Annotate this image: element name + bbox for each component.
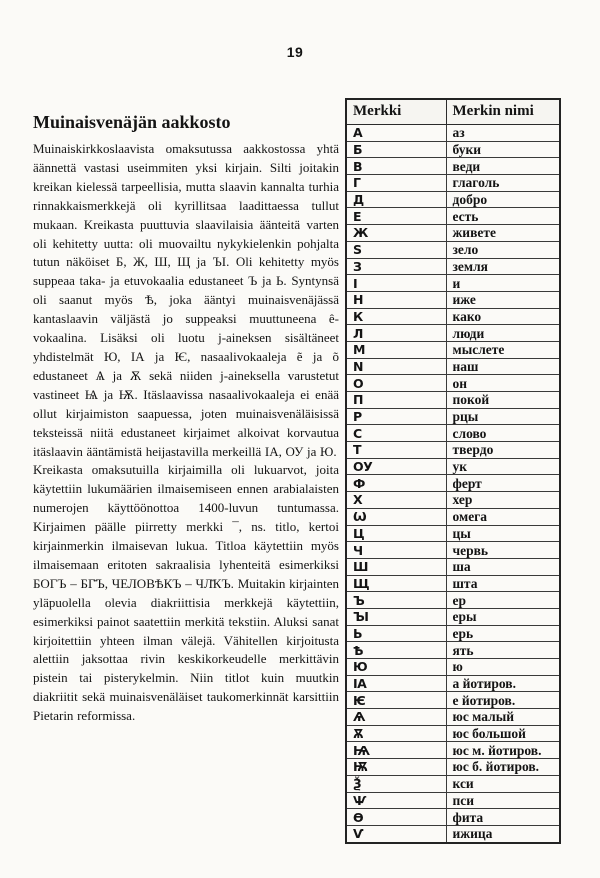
letter-glyph: Т bbox=[346, 442, 446, 459]
letter-glyph: В bbox=[346, 158, 446, 175]
letter-row bbox=[346, 725, 560, 742]
letter-glyph: Ш bbox=[346, 558, 446, 575]
letter-glyph: Ѭ bbox=[346, 759, 446, 776]
letter-name: мыслете bbox=[446, 341, 560, 358]
letter-row bbox=[346, 258, 560, 275]
article-title: Muinaisvenäjän aakkosto bbox=[33, 112, 231, 132]
letter-row bbox=[346, 175, 560, 192]
letter-row bbox=[346, 759, 560, 776]
letter-row bbox=[346, 558, 560, 575]
table-header-row bbox=[346, 99, 560, 125]
letter-name: хер bbox=[446, 492, 560, 509]
letter-row bbox=[346, 492, 560, 509]
letter-name: слово bbox=[446, 425, 560, 442]
letter-glyph: Ѕ bbox=[346, 241, 446, 258]
letter-glyph: Ѫ bbox=[346, 725, 446, 742]
alphabet-table-grid bbox=[345, 98, 561, 844]
letter-row bbox=[346, 341, 560, 358]
letter-glyph: С bbox=[346, 425, 446, 442]
letter-glyph: Ѳ bbox=[346, 809, 446, 826]
letter-row bbox=[346, 508, 560, 525]
letter-name: ер bbox=[446, 592, 560, 609]
letter-name: наш bbox=[446, 358, 560, 375]
letter-row bbox=[346, 125, 560, 142]
letter-name: веди bbox=[446, 158, 560, 175]
letter-row bbox=[346, 825, 560, 842]
article-column bbox=[33, 112, 339, 726]
letter-name: кси bbox=[446, 775, 560, 792]
letter-glyph: О bbox=[346, 375, 446, 392]
letter-glyph: Р bbox=[346, 408, 446, 425]
letter-glyph: Ц bbox=[346, 525, 446, 542]
column-header-merkki: Merkki bbox=[346, 99, 446, 125]
letter-glyph: Ѥ bbox=[346, 692, 446, 709]
letter-glyph: Ѩ bbox=[346, 742, 446, 759]
column-header-merkin-nimi: Merkin nimi bbox=[446, 99, 560, 125]
letter-glyph: Ѣ bbox=[346, 642, 446, 659]
letter-name: твердо bbox=[446, 442, 560, 459]
letter-row bbox=[346, 375, 560, 392]
letter-glyph: Л bbox=[346, 325, 446, 342]
letter-row bbox=[346, 458, 560, 475]
letter-glyph: Ъ bbox=[346, 592, 446, 609]
letter-name: юс малый bbox=[446, 709, 560, 726]
letter-row bbox=[346, 225, 560, 242]
letter-row bbox=[346, 475, 560, 492]
letter-row bbox=[346, 675, 560, 692]
letter-name: он bbox=[446, 375, 560, 392]
letter-name: есть bbox=[446, 208, 560, 225]
letter-name: ук bbox=[446, 458, 560, 475]
letter-row bbox=[346, 575, 560, 592]
letter-glyph: ІА bbox=[346, 675, 446, 692]
article-body bbox=[33, 140, 339, 726]
letter-name: ферт bbox=[446, 475, 560, 492]
letter-name: добро bbox=[446, 191, 560, 208]
letter-name: ижица bbox=[446, 825, 560, 842]
letter-name: еры bbox=[446, 608, 560, 625]
letter-glyph: А bbox=[346, 125, 446, 142]
letter-glyph: N bbox=[346, 358, 446, 375]
letter-glyph: Б bbox=[346, 141, 446, 158]
letter-row bbox=[346, 442, 560, 459]
letter-glyph: Н bbox=[346, 291, 446, 308]
letter-row bbox=[346, 241, 560, 258]
page-number: 19 bbox=[286, 44, 304, 60]
letter-name: е йотиров. bbox=[446, 692, 560, 709]
letter-name: ша bbox=[446, 558, 560, 575]
letter-glyph: Х bbox=[346, 492, 446, 509]
letter-row bbox=[346, 158, 560, 175]
letter-name: и bbox=[446, 275, 560, 292]
alphabet-table bbox=[345, 98, 559, 844]
letter-glyph: Ж bbox=[346, 225, 446, 242]
letter-row bbox=[346, 291, 560, 308]
letter-name: люди bbox=[446, 325, 560, 342]
letter-name: покой bbox=[446, 392, 560, 409]
letter-row bbox=[346, 692, 560, 709]
letter-row bbox=[346, 775, 560, 792]
letter-row bbox=[346, 325, 560, 342]
letter-name: шта bbox=[446, 575, 560, 592]
letter-row bbox=[346, 742, 560, 759]
letter-row bbox=[346, 141, 560, 158]
letter-row bbox=[346, 592, 560, 609]
letter-glyph: Д bbox=[346, 191, 446, 208]
letter-name: юс м. йотиров. bbox=[446, 742, 560, 759]
letter-glyph: Ф bbox=[346, 475, 446, 492]
letter-glyph: Щ bbox=[346, 575, 446, 592]
letter-row bbox=[346, 392, 560, 409]
letter-name: буки bbox=[446, 141, 560, 158]
article-paragraph: Kreikasta omaksutuilla kirjaimilla oli lukuarvot, joita käytettiin lukumäärien ilmaisemiseen ennen arabialaisten numerojen käyttöönottoa 1400-luvun tuntumassa. Kirjaimen päälle piirretty merkki ¯, ns. titlo, kertoi kirjainmerkin ilmaisevan lukua. Titloa käytettiin myös ilmaisemaan eritoten sakraalisia lyhenteitä esimerkiksi БОГЪ – БГ̄Ъ, ЧЕЛОВѢКЪ – ЧЛ̄КЪ. Muitakin kirjainten yläpuolella olevia diakriittisia merkkejä käytettiin, esimerkiksi painot saatettiin merkitä tekstiin. Aluksi sanat kirjoitettiin yhteen ilman välejä. Vähitellen kirjoitusta alettiin jaksottaa rivin keskikorkeudelle merkittävin pistein tai pisterykelmin. Niin titlot kuin muutkin diakriitit sekä muinaisvenäläiset taukomerkinnät karsittiin Pietarin reformissa. bbox=[33, 462, 339, 724]
letter-row bbox=[346, 642, 560, 659]
letter-name: зело bbox=[446, 241, 560, 258]
letter-row bbox=[346, 608, 560, 625]
letter-row bbox=[346, 809, 560, 826]
letter-glyph: Ѧ bbox=[346, 709, 446, 726]
letter-glyph: К bbox=[346, 308, 446, 325]
letter-row bbox=[346, 525, 560, 542]
letter-name: червь bbox=[446, 542, 560, 559]
letter-name: рцы bbox=[446, 408, 560, 425]
letter-glyph: З bbox=[346, 258, 446, 275]
letter-glyph: Ѡ bbox=[346, 508, 446, 525]
letter-name: юс б. йотиров. bbox=[446, 759, 560, 776]
letter-name: аз bbox=[446, 125, 560, 142]
letter-glyph: Ч bbox=[346, 542, 446, 559]
letter-glyph: ОУ bbox=[346, 458, 446, 475]
letter-name: ерь bbox=[446, 625, 560, 642]
letter-glyph: Е bbox=[346, 208, 446, 225]
letter-name: пси bbox=[446, 792, 560, 809]
letter-glyph: Ѯ bbox=[346, 775, 446, 792]
letter-row bbox=[346, 208, 560, 225]
letter-name: иже bbox=[446, 291, 560, 308]
letter-glyph: ЪІ bbox=[346, 608, 446, 625]
letter-name: ю bbox=[446, 659, 560, 676]
letter-row bbox=[346, 425, 560, 442]
letter-name: живете bbox=[446, 225, 560, 242]
letter-glyph: І bbox=[346, 275, 446, 292]
letter-glyph: П bbox=[346, 392, 446, 409]
letter-glyph: Ѵ bbox=[346, 825, 446, 842]
letter-row bbox=[346, 659, 560, 676]
letter-row bbox=[346, 308, 560, 325]
letter-glyph: Ѱ bbox=[346, 792, 446, 809]
letter-name: а йотиров. bbox=[446, 675, 560, 692]
letter-glyph: Ь bbox=[346, 625, 446, 642]
letter-row bbox=[346, 792, 560, 809]
article-paragraph: Muinaiskirkkoslaavista omaksutussa aakkostossa yhtä äännettä vastasi useimmiten yksi kirjain. Silti joitakin kreikan kielessä tarpeellisia, mutta slaavin kannalta turhia rinnakkaismerkkejä oli kyrillitsaa laadittaessa tullut mukaan. Kreikasta puuttuvia slaavilaisia äänteitä varten oli kehitetty uutta: oli muovailtu nykykielenkin pohjalta tutun näköiset Б, Ж, Ш, Щ ja ЪІ. Oli kehitetty myös suppeaa taka- ja etuvokaalia edustaneet Ъ ja Ь. Syntynsä oli saanut myös Ѣ, joka ääntyi muinaisvenäjässä kantaslaavin väljästä jo suppeaksi muuttuneena ê-vokaalina. Lisäksi oli luotu j-aineksen sisältäneet yhdistelmät Ю, ІА ja Ѥ, nasaalivokaaleja ẽ ja õ edustaneet Ѧ ja Ѫ sekä niiden j-aineksella varustetut vastineet Ѩ ja Ѭ. Itäslaavissa nasaalivokaaleja ei enää ollut kirjaimiston saapuessa, joten muinaisvenäläisissä teksteissä niitä edustaneet kirjaimet alkoivat korvautua itäslaavin ääntämistä heijastavilla merkeillä ІА, ОУ ja Ю. bbox=[33, 141, 339, 459]
letter-name: ять bbox=[446, 642, 560, 659]
letter-row bbox=[346, 625, 560, 642]
letter-name: юс большой bbox=[446, 725, 560, 742]
letter-row bbox=[346, 542, 560, 559]
letter-name: омега bbox=[446, 508, 560, 525]
letter-glyph: М bbox=[346, 341, 446, 358]
letter-row bbox=[346, 275, 560, 292]
letter-name: земля bbox=[446, 258, 560, 275]
letter-name: фита bbox=[446, 809, 560, 826]
letter-glyph: Г bbox=[346, 175, 446, 192]
letter-glyph: Ю bbox=[346, 659, 446, 676]
letter-row bbox=[346, 408, 560, 425]
letter-row bbox=[346, 191, 560, 208]
letter-name: глаголь bbox=[446, 175, 560, 192]
letter-row bbox=[346, 709, 560, 726]
letter-name: како bbox=[446, 308, 560, 325]
letter-row bbox=[346, 358, 560, 375]
letter-name: цы bbox=[446, 525, 560, 542]
